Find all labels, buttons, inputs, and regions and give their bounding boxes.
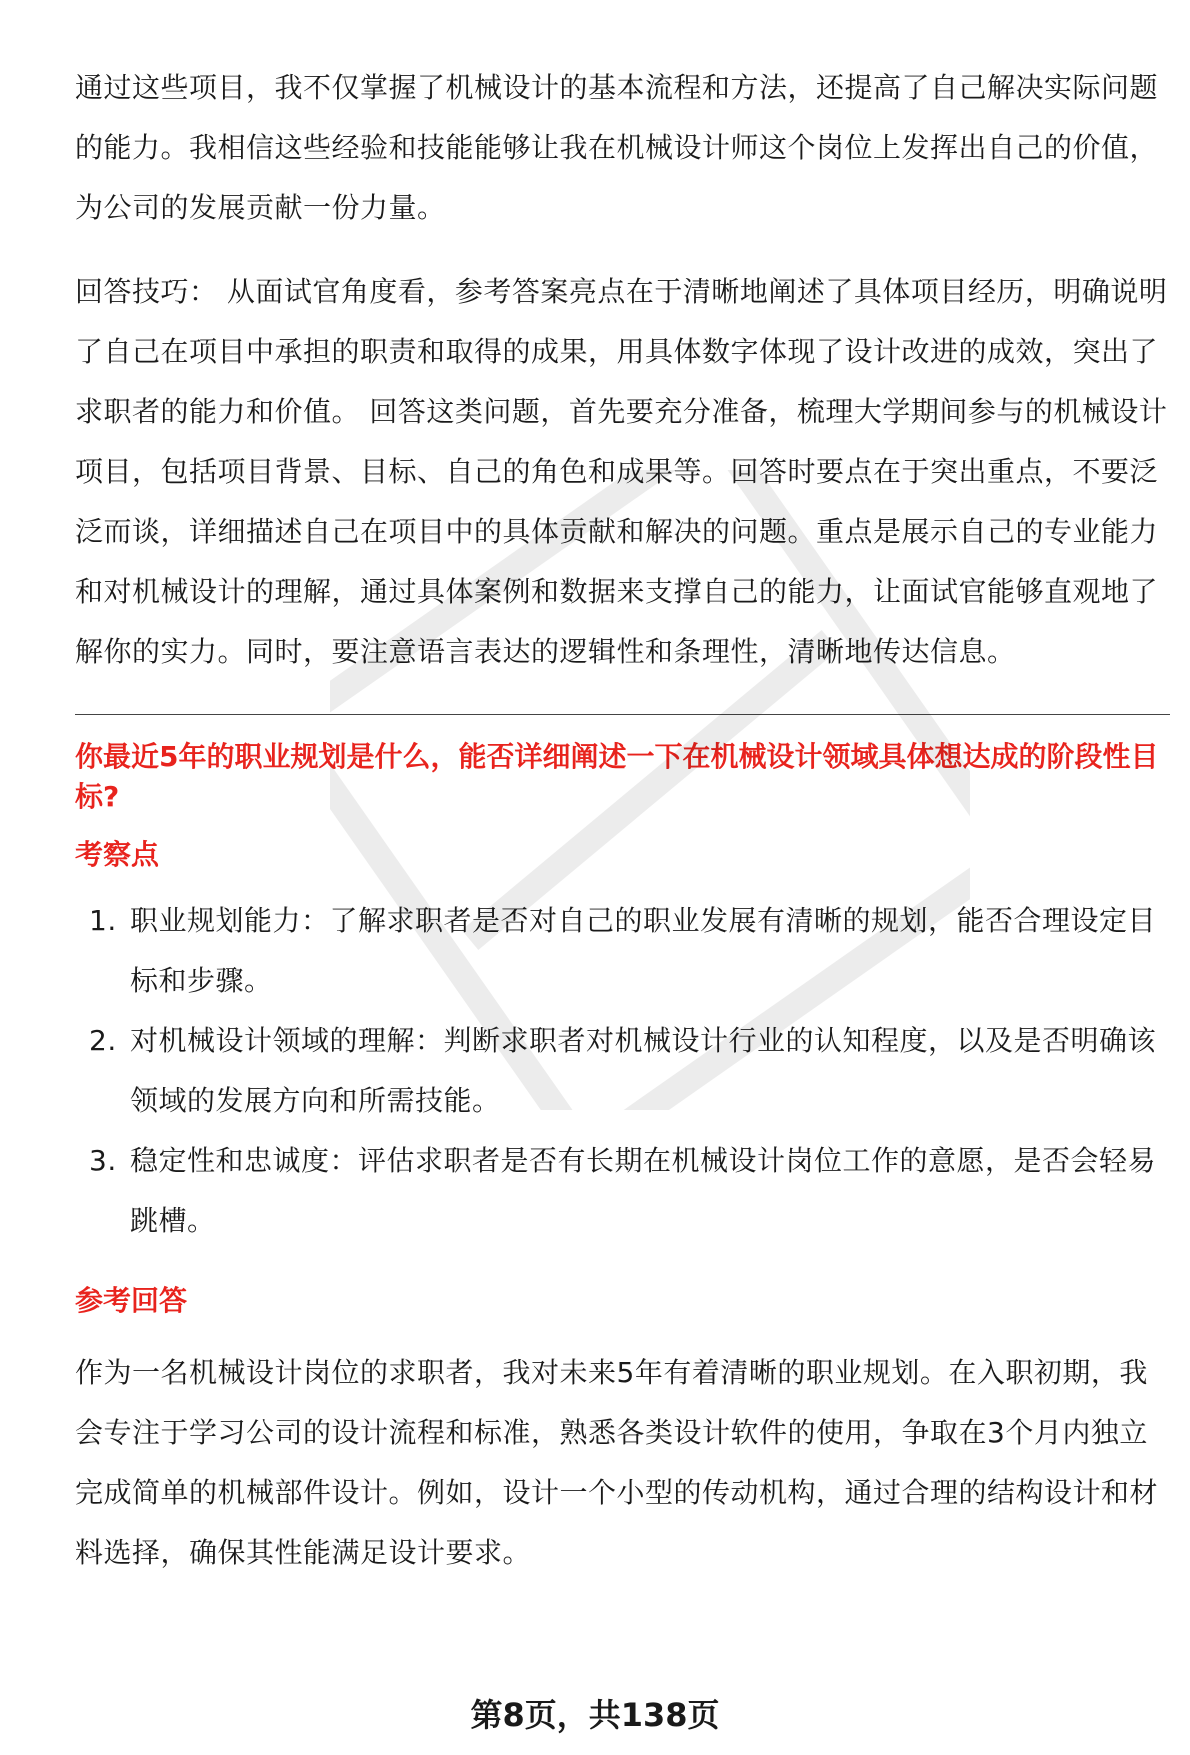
list-item-text: 稳定性和忠诚度：评估求职者是否有长期在机械设计岗位工作的意愿，是否会轻易跳槽。 [130, 1144, 1157, 1237]
list-item-text: 对机械设计领域的理解：判断求职者对机械设计行业的认知程度，以及是否明确该领域的发展方向和所需技能。 [130, 1024, 1157, 1117]
list-item-number: 2. [89, 1024, 117, 1057]
document-page [75, 58, 1170, 1583]
list-item-number: 3. [89, 1144, 117, 1177]
page-footer: 第8页，共138页 [470, 1696, 720, 1734]
question-heading: 你最近5年的职业规划是什么，能否详细阐述一下在机械设计领域具体想达成的阶段性目标? [75, 740, 1159, 813]
list-item [75, 1131, 1170, 1251]
answer-paragraph: 作为一名机械设计岗位的求职者，我对未来5年有着清晰的职业规划。在入职初期，我会专注于学习公司的设计流程和标准，熟悉各类设计软件的使用，争取在3个月内独立完成简单的机械部件设计。例如，设计一个小型的传动机构，通过合理的结构设计和材料选择，确保其性能满足设计要求。 [75, 1356, 1159, 1569]
list-item [75, 1011, 1170, 1131]
focus-list [75, 891, 1170, 1251]
list-item-number: 1. [89, 904, 117, 937]
answer-heading: 参考回答 [75, 1284, 188, 1317]
list-item [75, 891, 1170, 1011]
section-divider [75, 714, 1170, 715]
intro-paragraph: 通过这些项目，我不仅掌握了机械设计的基本流程和方法，还提高了自己解决实际问题的能力。我相信这些经验和技能能够让我在机械设计师这个岗位上发挥出自己的价值，为公司的发展贡献一份力量。 [75, 71, 1159, 224]
tips-paragraph: 回答技巧： 从面试官角度看，参考答案亮点在于清晰地阐述了具体项目经历，明确说明了自己在项目中承担的职责和取得的成果，用具体数字体现了设计改进的成效，突出了求职者的能力和价值。 回答这类问题，首先要充分准备，梳理大学期间参与的机械设计项目，包括项目背景、目标、自己的角色和成果等。回答时要点在于突出重点，不要泛泛而谈，详细描述自己在项目中的具体贡献和解决的问题。重点是展示自己的专业能力和对机械设计的理解，通过具体案例和数据来支撑自己的能力，让面试官能够直观地了解你的实力。同时，要注意语言表达的逻辑性和条理性，清晰地传达信息。 [75, 275, 1168, 668]
focus-heading: 考察点 [75, 838, 160, 871]
list-item-text: 职业规划能力：了解求职者是否对自己的职业发展有清晰的规划，能否合理设定目标和步骤。 [130, 904, 1157, 997]
